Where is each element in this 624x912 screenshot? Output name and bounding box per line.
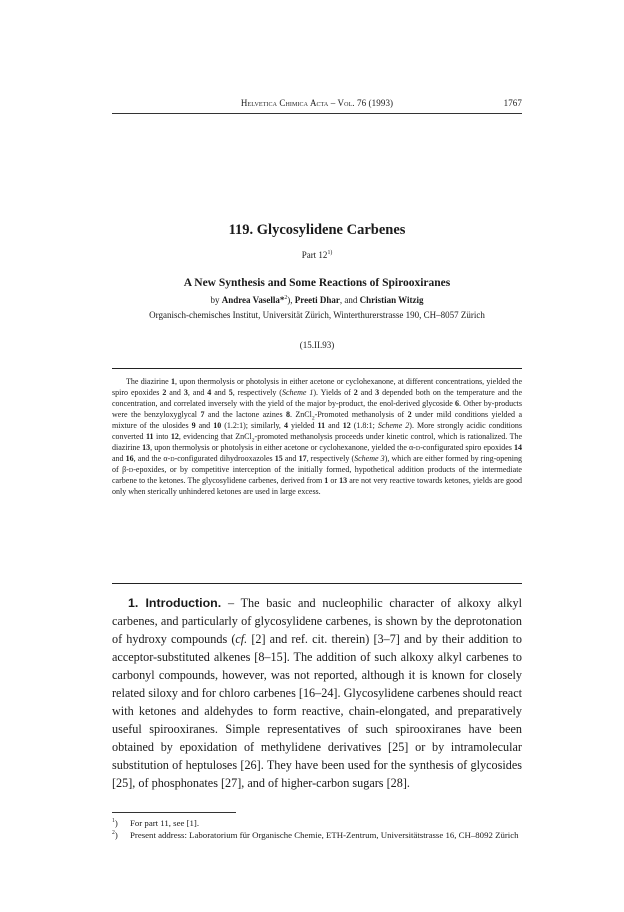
affiliation: Organisch-chemisches Institut, Universität Zürich, Winterthurerstrasse 190, CH–8057 Zürich (149, 310, 485, 320)
author-name: Andrea Vasella (221, 295, 280, 305)
author-name: Christian Witzig (359, 295, 424, 305)
author-name: Preeti Dhar (294, 295, 340, 305)
footnote-ref: 2 (284, 295, 288, 301)
abstract: The diazirine 1, upon thermolysis or photolysis in either acetone or cyclohexanone, at different concentrations, yielded the spiro epoxides 2 and 3, and 4 and 5, respectively (Scheme 1). Yields of 2 and 3 depended both on the temperature and the concentration, and correlated inversely with the yield of the major by-product, the enol-derived glycoside 6. Other by-products were the benzyloxyglycal 7 and the lactone azines 8. ZnCl$_2$-Promoted methanolysis of 2 under mild conditions yielded a mixture of the ulosides 9 and 10 (1.2:1); similarly, 4 yielded 11 and 12 (1.8:1; Scheme 2). More strongly acidic conditions converted 11 into 12, evidencing that ZnCl$_2$-promoted methanolysis proceeds under kinetic control, which is rationalized. The diazirine 13, upon thermolysis or photolysis in either acetone or cyclohexanone, yielded the α-d-configurated spiro epoxides 14 and 16, and the α-d-configurated dihydrooxazoles 15 and 17, respectively (Scheme 3), which are either formed by ring-opening of β-d-epoxides, or by competitive interception of the initially formed, hypothetical addition products of the intermediate carbene to the ketones. The glycosylidene carbenes, derived from 1 or 13 are not very reactive towards ketones, yields are good only when sterically unhindered ketones are used in large excess. (112, 377, 523, 497)
part-label: Part 12 (301, 250, 328, 260)
article-title: 119. Glycosylidene Carbenes (228, 222, 406, 238)
article-subtitle: A New Synthesis and Some Reactions of Spirooxiranes (183, 277, 451, 289)
received-date: (15.II.93) (299, 340, 335, 350)
journal-citation: Helvetica Chimica Acta – Vol. 76 (1993) (240, 98, 394, 108)
page-number: 1767 (503, 98, 522, 108)
abstract-top-rule (112, 368, 522, 369)
footnote-ref: 1) (327, 250, 333, 256)
abstract-bottom-rule (112, 583, 522, 584)
header-rule (112, 113, 522, 114)
footnote: $^1$) For part 11, see [1]. (112, 818, 200, 828)
introduction-paragraph: 1. Introduction. – The basic and nucleophilic character of alkoxy alkyl carbenes, and particularly of glycosylidene carbenes, is shown by the deprotonation of hydroxy compounds (cf. [2] and ref. cit. therein) [3–7] and by their addition to acceptor-substituted alkenes [8–15]. The addition of such alkoxy alkyl carbenes to carbonyl compounds, however, was not reported, although it is known for closely related siloxy and for chloro carbenes [16–24]. Glycosylidene carbenes should react with ketones and aldehydes to form reactive, chain-elongated, and preparatively useful spirooxiranes. Simple representatives of such spirooxiranes have been obtained by epoxidation of methylidene derivatives [25] or by intramolecular substitution of heptuloses [26]. They have been used for the synthesis of glycosides [25], of phosphonates [27], and of higher-carbon sugars [28]. (112, 596, 522, 790)
footnotes (112, 818, 522, 841)
author-line: by Andrea Vasella*$^2$), Preeti Dhar, and Christian Witzig (210, 295, 424, 305)
footnote: $^2$) Present address: Laboratorium für Organische Chemie, ETH-Zentrum, Universitätstrasse 16, CH–8092 Zürich (112, 829, 519, 840)
section-heading: 1. Introduction. (128, 596, 222, 610)
footnote-rule (112, 812, 236, 813)
part-line (112, 250, 522, 260)
